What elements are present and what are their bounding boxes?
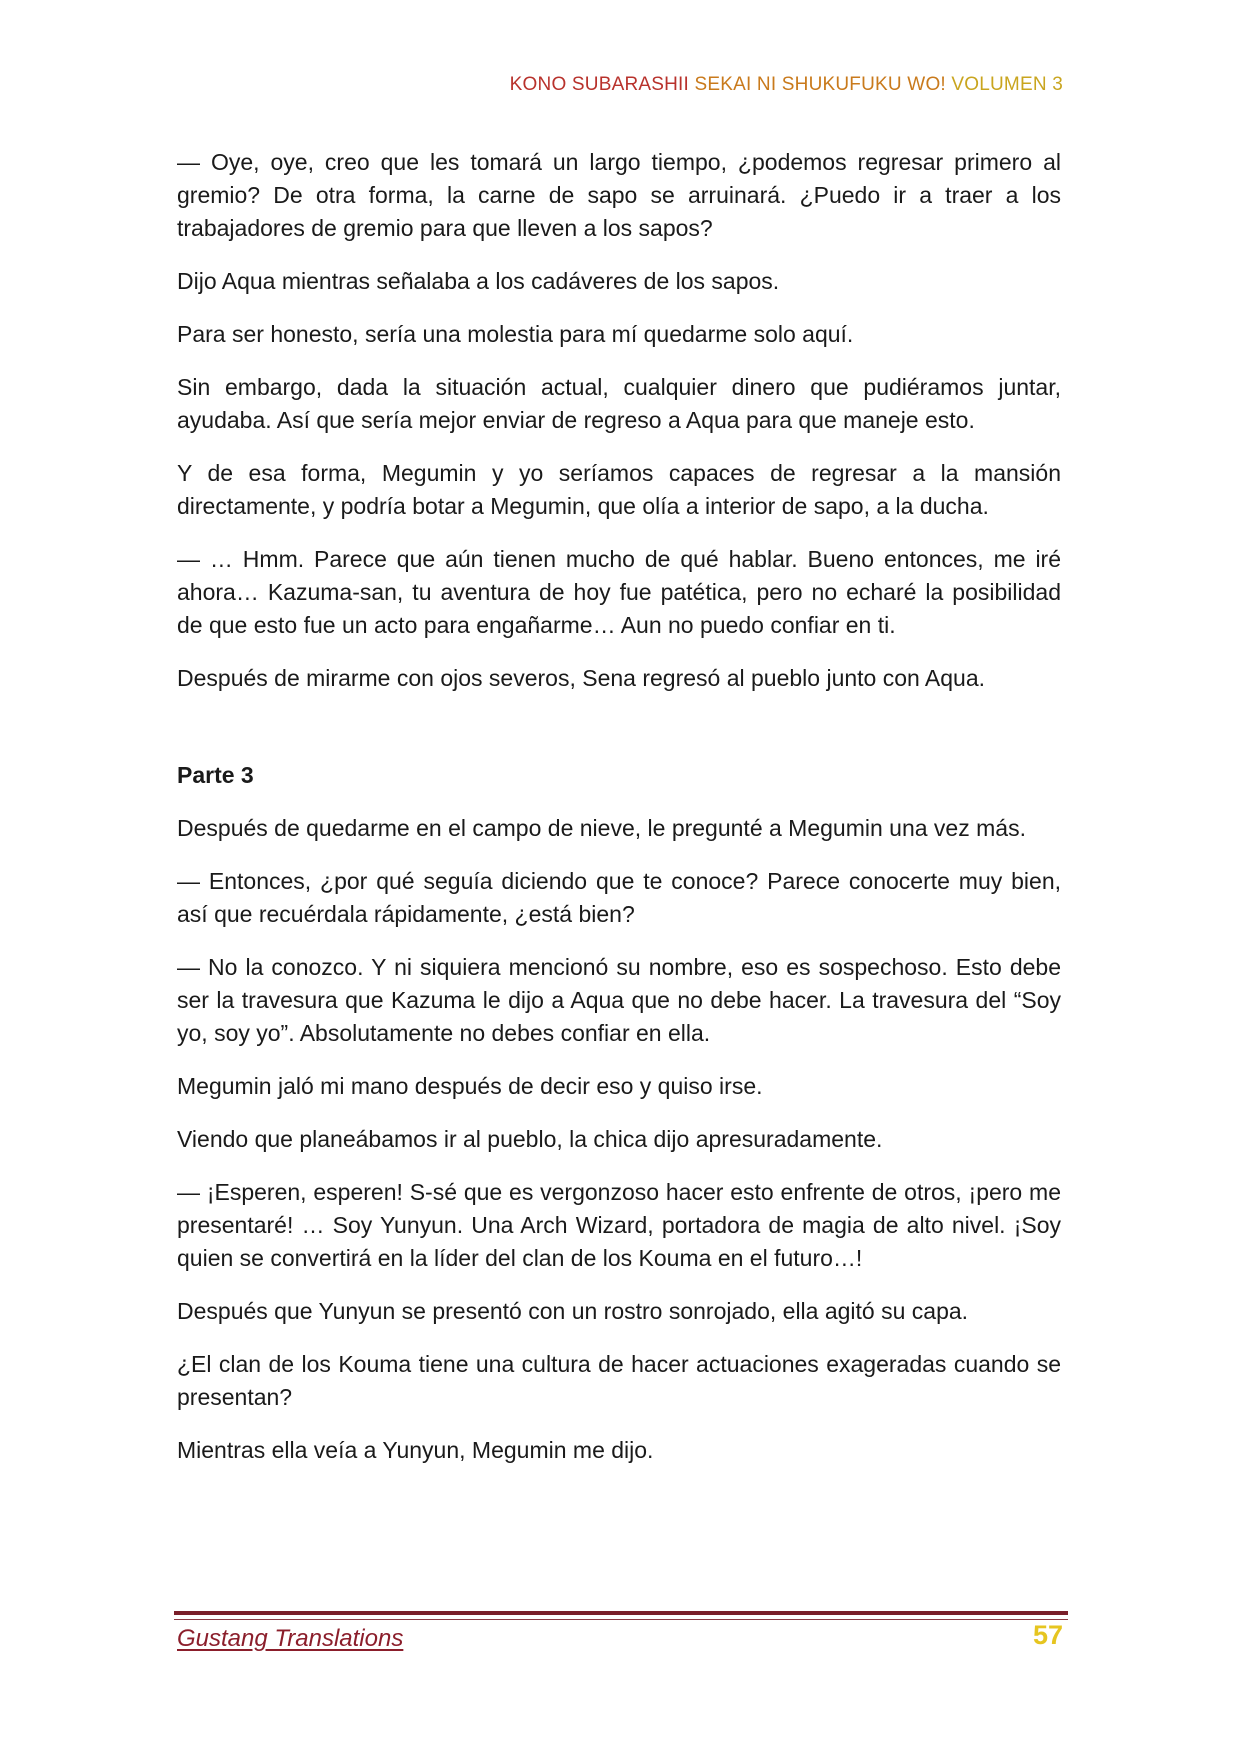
section-heading: Parte 3 [177, 762, 254, 788]
footer-divider [174, 1611, 1068, 1615]
footer-credit: Gustang Translations [177, 1625, 404, 1652]
paragraph: Para ser honesto, sería una molestia para mí quedarme solo aquí. [177, 321, 854, 347]
paragraph: Megumin jaló mi mano después de decir eso y quiso irse. [177, 1073, 763, 1099]
paragraph: — Entonces, ¿por qué seguía diciendo que te conoce? Parece conocerte muy bien, así que recuérdala rápidamente, ¿está bien? [177, 868, 1061, 927]
header-title-part-3: VOLUMEN 3 [951, 74, 1063, 95]
paragraph: Después de mirarme con ojos severos, Sena regresó al pueblo junto con Aqua. [177, 665, 986, 691]
paragraph: — … Hmm. Parece que aún tienen mucho de qué hablar. Bueno entonces, me iré ahora… Kazuma-san, tu aventura de hoy fue patética, pero no echaré la posibilidad de que esto fue un acto para engañarme… Aun no puedo confiar en ti. [177, 546, 1061, 638]
paragraph: Dijo Aqua mientras señalaba a los cadáveres de los sapos. [177, 268, 780, 294]
paragraph: — Oye, oye, creo que les tomará un largo tiempo, ¿podemos regresar primero al gremio? De otra forma, la carne de sapo se arruinará. ¿Puedo ir a traer a los trabajadores de gremio para que lleven a los sapos? [177, 149, 1061, 241]
header-title-part-2: SEKAI NI SHUKUFUKU WO! [694, 74, 952, 95]
paragraph: Viendo que planeábamos ir al pueblo, la chica dijo apresuradamente. [177, 1126, 883, 1152]
page-number: 57 [1032, 1620, 1063, 1650]
paragraph: Y de esa forma, Megumin y yo seríamos capaces de regresar a la mansión directamente, y podría botar a Megumin, que olía a interior de sapo, a la ducha. [177, 460, 1061, 519]
paragraph: Sin embargo, dada la situación actual, cualquier dinero que pudiéramos juntar, ayudaba. Así que sería mejor enviar de regreso a Aqua para que maneje esto. [177, 374, 1061, 433]
paragraph: Después que Yunyun se presentó con un rostro sonrojado, ella agitó su capa. [177, 1298, 969, 1324]
page-body [177, 146, 1061, 1487]
paragraph: Mientras ella veía a Yunyun, Megumin me dijo. [177, 1437, 654, 1463]
paragraph: — ¡Esperen, esperen! S-sé que es vergonzoso hacer esto enfrente de otros, ¡pero me presentaré! … Soy Yunyun. Una Arch Wizard, portadora de magia de alto nivel. ¡Soy quien se convertirá en la líder del clan de los Kouma en el futuro…! [177, 1179, 1061, 1271]
header-title-part-1: KONO SUBARASHII [509, 74, 695, 95]
paragraph: Después de quedarme en el campo de nieve, le pregunté a Megumin una vez más. [177, 815, 1026, 841]
paragraph: — No la conozco. Y ni siquiera mencionó su nombre, eso es sospechoso. Esto debe ser la travesura que Kazuma le dijo a Aqua que no debe hacer. La travesura del “Soy yo, soy yo”. Absolutamente no debes confiar en ella. [177, 954, 1061, 1046]
paragraph: ¿El clan de los Kouma tiene una cultura de hacer actuaciones exageradas cuando se presentan? [177, 1351, 1061, 1410]
running-header [510, 74, 1063, 96]
footer-divider-thin [174, 1619, 1068, 1620]
